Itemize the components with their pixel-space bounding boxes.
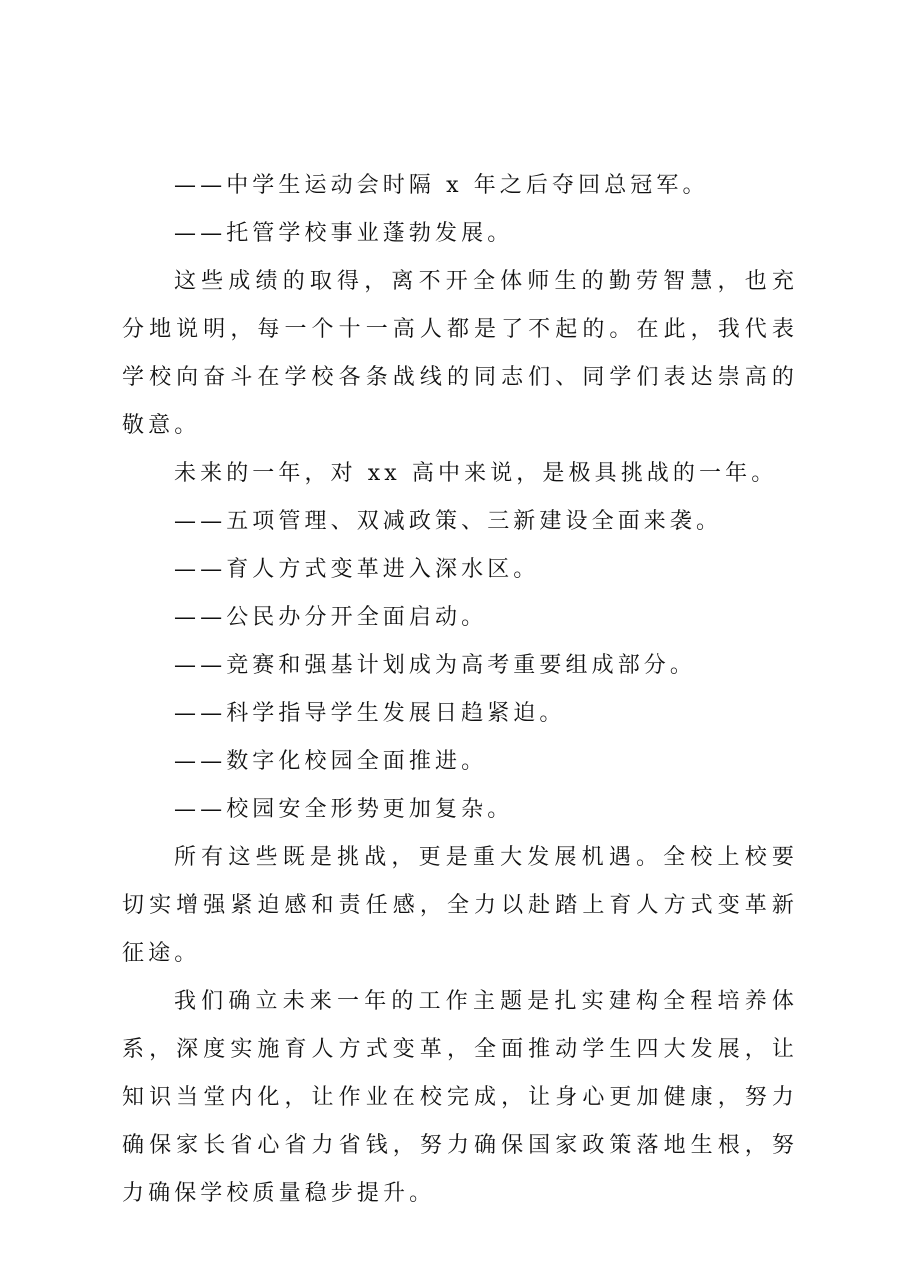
- paragraph-4: 未来的一年，对 xx 高中来说，是极具挑战的一年。: [174, 461, 778, 486]
- paragraph-13: 我们确立未来一年的工作主题是扎实建构全程培养体系，深度实施育人方式变革，全面推动学生四大发展，让知识当堂内化，让作业在校完成，让身心更加健康，努力确保家长省心省力省钱，努力确保国家政策落地生根，努力确保学校质量稳步提升。: [122, 989, 798, 1206]
- paragraph-3: 这些成绩的取得，离不开全体师生的勤劳智慧，也充分地说明，每一个十一高人都是了不起的。在此，我代表学校向奋斗在学校各条战线的同志们、同学们表达崇高的敬意。: [122, 269, 798, 438]
- paragraph-1: ——中学生运动会时隔 x 年之后夺回总冠军。: [174, 173, 709, 198]
- paragraph-11: ——校园安全形势更加复杂。: [174, 797, 514, 822]
- paragraph-6: ——育人方式变革进入深水区。: [174, 557, 540, 582]
- paragraph-2: ——托管学校事业蓬勃发展。: [174, 221, 514, 246]
- paragraph-5: ——五项管理、双减政策、三新建设全面来袭。: [174, 509, 723, 534]
- document-body: [122, 162, 798, 1218]
- paragraph-9: ——科学指导学生发展日趋紧迫。: [174, 701, 566, 726]
- paragraph-7: ——公民办分开全面启动。: [174, 605, 488, 630]
- paragraph-12: 所有这些既是挑战，更是重大发展机遇。全校上校要切实增强紧迫感和责任感，全力以赴踏上育人方式变革新征途。: [122, 845, 798, 966]
- paragraph-10: ——数字化校园全面推进。: [174, 749, 488, 774]
- paragraph-8: ——竞赛和强基计划成为高考重要组成部分。: [174, 653, 697, 678]
